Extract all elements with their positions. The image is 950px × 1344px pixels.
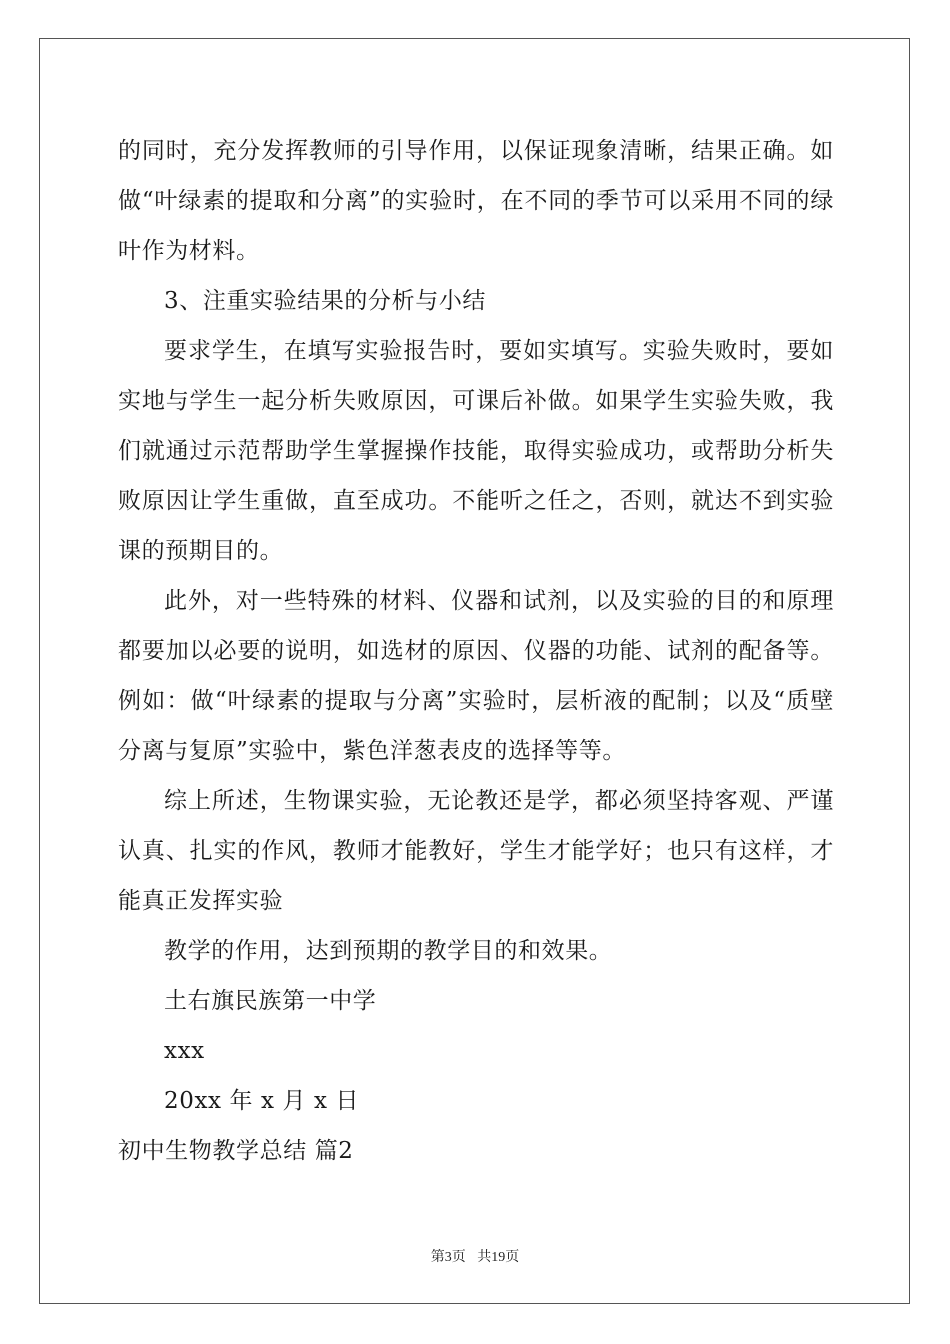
paragraph-summary-end: 教学的作用，达到预期的教学目的和效果。	[164, 938, 613, 964]
paragraph-analysis: 要求学生，在填写实验报告时，要如实填写。实验失败时，要如实地与学生一起分析失败原因，可课后补做。如果学生实验失败，我们就通过示范帮助学生掌握操作技能，取得实验成功，或帮助分析失败原因让学生重做，直至成功。不能听之任之，否则，就达不到实验课的预期目的。	[118, 338, 834, 564]
paragraph-materials: 此外，对一些特殊的材料、仪器和试剂，以及实验的目的和原理都要加以必要的说明，如选材的原因、仪器的功能、试剂的配备等。例如：做“叶绿素的提取与分离”实验时，层析液的配制；以及“质壁分离与复原”实验中，紫色洋葱表皮的选择等等。	[118, 588, 834, 764]
paragraph-summary: 综上所述，生物课实验，无论教还是学，都必须坚持客观、严谨认真、扎实的作风，教师才能教好，学生才能学好；也只有这样，才能真正发挥实验	[118, 788, 834, 914]
page-total: 共19页	[477, 1250, 520, 1265]
document-body	[118, 126, 834, 1176]
next-section-title: 初中生物教学总结 篇2	[118, 1138, 354, 1164]
paragraph-continuation: 的同时，充分发挥教师的引导作用，以保证现象清晰，结果正确。如做“叶绿素的提取和分离”的实验时，在不同的季节可以采用不同的绿叶作为材料。	[118, 138, 834, 264]
signature-name: xxx	[164, 1038, 205, 1064]
section-heading: 3、注重实验结果的分析与小结	[164, 288, 487, 314]
page-footer	[0, 1246, 950, 1266]
signature-date: 20xx 年 x 月 x 日	[164, 1088, 360, 1114]
signature-school: 土右旗民族第一中学	[164, 988, 377, 1014]
page-number: 第3页	[430, 1250, 466, 1265]
